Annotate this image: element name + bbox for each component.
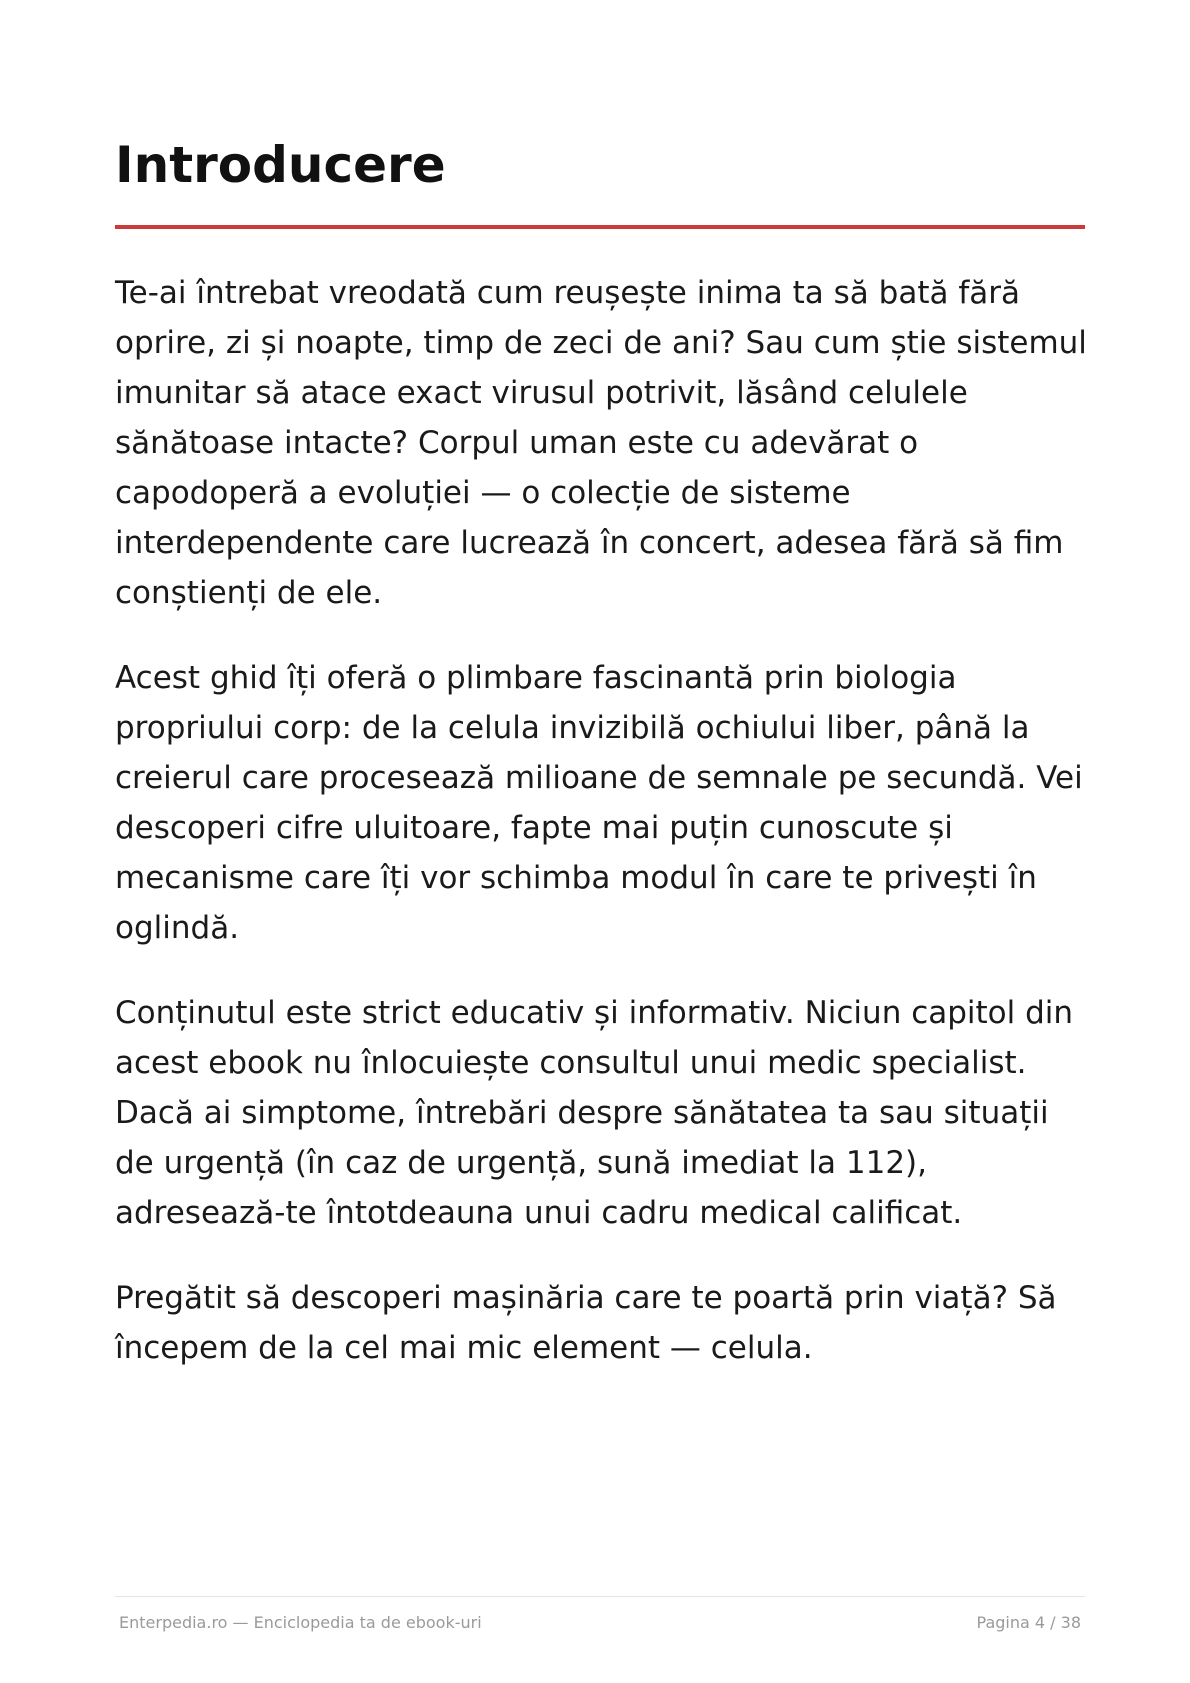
paragraph-disclaimer: Conținutul este strict educativ și informativ. Niciun capitol din acest ebook nu înlocuiește consultul unui medic specialist. Dacă ai simptome, întrebări despre sănătatea ta sau situații de urgență (în caz de urgență, sună imediat la 112), adresează-te întotdeauna unui cadru medical calificat. [115, 995, 1074, 1231]
document-page [115, 0, 1085, 1683]
body-text [115, 268, 1090, 1408]
footer-site-name: Enterpedia.ro — Enciclopedia ta de ebook-uri [119, 1613, 482, 1632]
title-underline [115, 225, 1085, 229]
paragraph-guide: Acest ghid îți oferă o plimbare fascinantă prin biologia propriului corp: de la celula invizibilă ochiului liber, până la creierul care procesează milioane de semnale pe secundă. Vei descoperi cifre uluitoare, fapte mai puțin cunoscute și mecanisme care îți vor schimba modul în care te privești în oglindă. [115, 660, 1083, 946]
footer-page-number: Pagina 4 / 38 [976, 1613, 1081, 1632]
footer-divider [115, 1596, 1085, 1597]
paragraph-closing: Pregătit să descoperi mașinăria care te poartă prin viață? Să începem de la cel mai mic element — celula. [115, 1280, 1057, 1366]
paragraph-intro: Te-ai întrebat vreodată cum reușește inima ta să bată fără oprire, zi și noapte, timp de zeci de ani? Sau cum știe sistemul imunitar să atace exact virusul potrivit, lăsând celulele sănătoase intacte? Corpul uman este cu adevărat o capodoperă a evoluției — o colecție de sisteme interdependente care lucrează în concert, adesea fără să fim conștienți de ele. [115, 275, 1087, 611]
page-title: Introducere [115, 136, 446, 194]
